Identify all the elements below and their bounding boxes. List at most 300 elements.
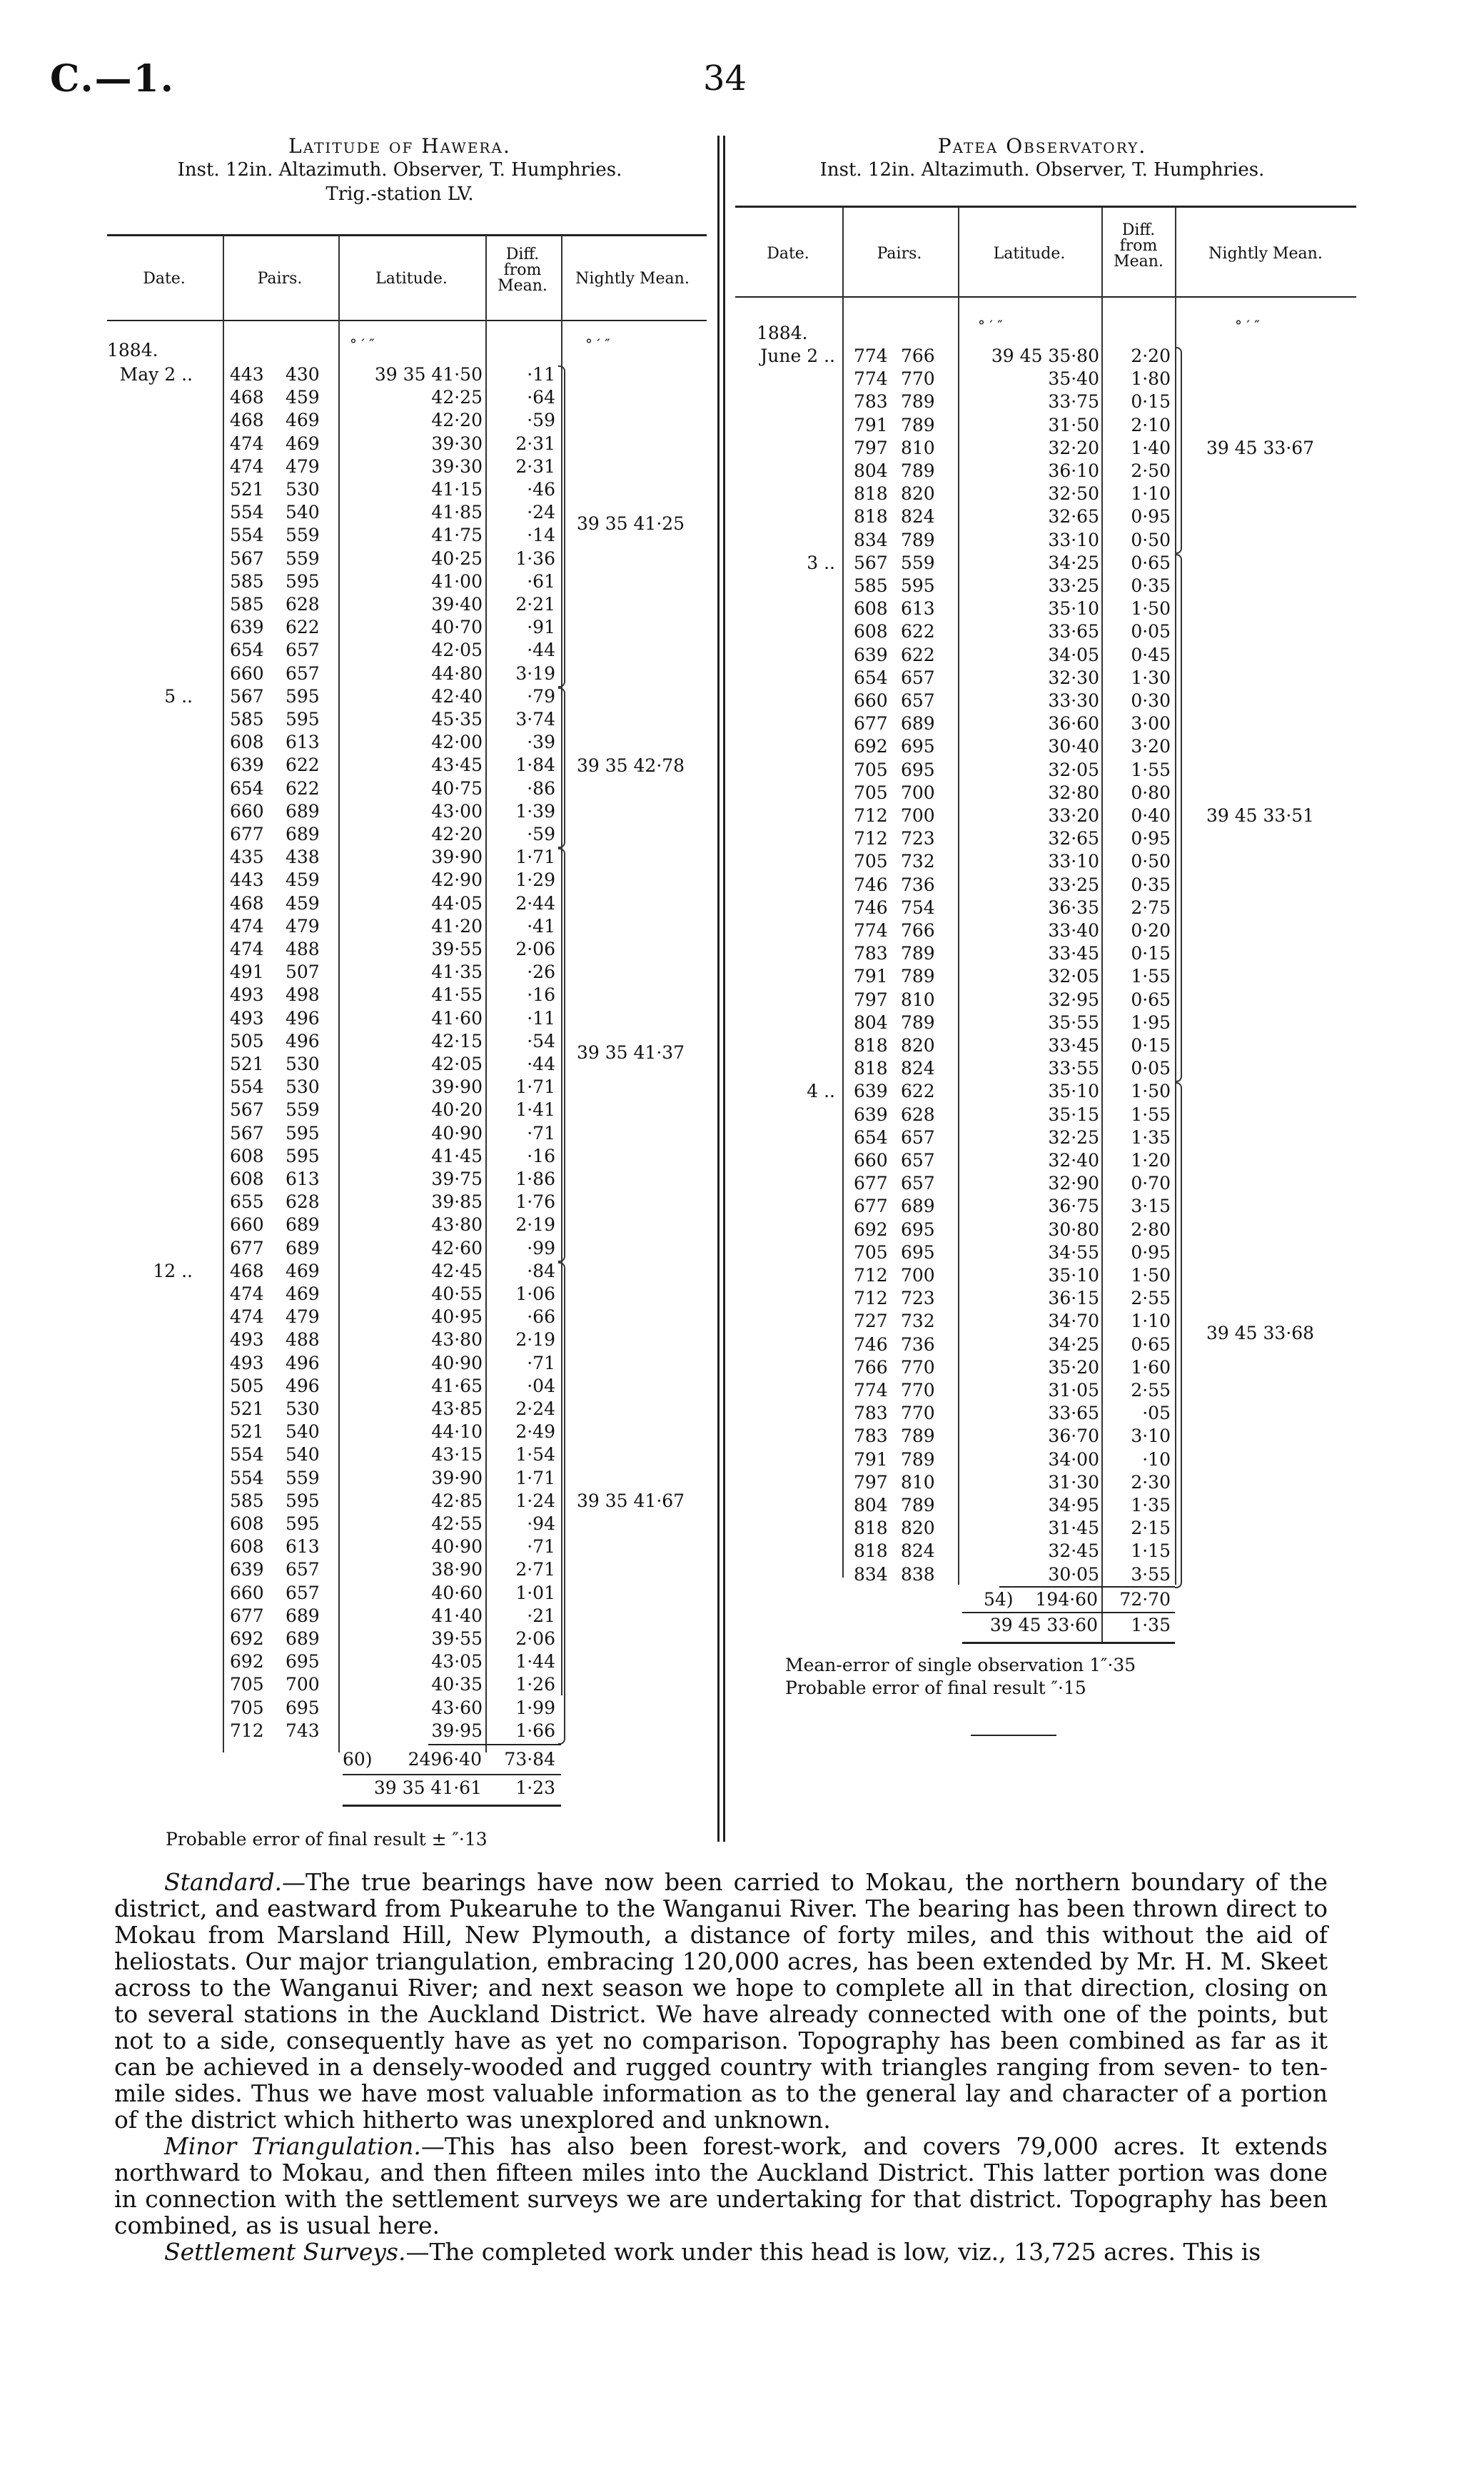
hawera-row-pair-a: 521 (230, 1054, 264, 1074)
hawera-row-pair-b: 530 (286, 1076, 320, 1098)
patea-row-pair-a: 783 (854, 1426, 888, 1447)
patea-row-latitude: 32·65 (1048, 506, 1099, 528)
hawera-row-diff: ·59 (527, 824, 555, 844)
patea-row-pair-a: 818 (854, 1540, 888, 1562)
patea-row-diff: 2·55 (1131, 1288, 1171, 1309)
hawera-row-pair-a: 493 (230, 1329, 264, 1351)
hawera-row-diff: ·24 (527, 502, 555, 523)
hawera-row-pair-a: 474 (230, 1283, 264, 1304)
patea-col-date: Date. (767, 245, 809, 263)
patea-row-diff: 2·20 (1131, 345, 1171, 366)
patea-row-latitude: 32·65 (1048, 828, 1099, 849)
hawera-row-pair-b: 700 (286, 1674, 320, 1695)
hawera-row-diff: 1·41 (515, 1099, 555, 1121)
hawera-row-latitude: 42·45 (431, 1260, 483, 1281)
hawera-row-pair-b: 530 (286, 479, 320, 500)
hawera-row-latitude: 43·45 (431, 755, 483, 776)
hawera-row-pair-a: 654 (230, 777, 264, 799)
hawera-row-latitude: 41·35 (431, 962, 483, 983)
hawera-row-diff: 2·44 (515, 892, 555, 914)
patea-row-diff: 2·30 (1131, 1471, 1171, 1493)
patea-row-latitude: 32·20 (1048, 437, 1099, 458)
hawera-row-pair-b: 496 (286, 1030, 320, 1051)
hawera-row-diff: 1·71 (515, 847, 555, 868)
patea-row-pair-b: 770 (901, 1380, 935, 1401)
patea-row-pair-a: 712 (854, 828, 888, 849)
patea-row-date: June 2 .. (760, 345, 835, 366)
hawera-row-latitude: 39·90 (431, 1467, 483, 1488)
patea-row-diff: 1·50 (1131, 1265, 1171, 1286)
hawera-row-latitude: 39·55 (431, 939, 483, 959)
patea-row-diff: 0·65 (1131, 989, 1171, 1010)
hawera-row-pair-b: 479 (286, 1306, 320, 1328)
hawera-row-pair-a: 554 (230, 1444, 264, 1466)
hawera-row-latitude: 43·60 (431, 1697, 483, 1718)
patea-row-latitude: 35·10 (1048, 598, 1099, 620)
hawera-row-diff: ·16 (527, 1145, 555, 1166)
hawera-row-pair-a: 608 (230, 1513, 264, 1534)
hawera-row-pair-b: 595 (286, 709, 320, 730)
patea-row-pair-a: 797 (854, 989, 888, 1010)
patea-row-pair-b: 723 (901, 1288, 935, 1309)
patea-row-diff: 0·05 (1131, 1058, 1171, 1079)
hawera-units-lat: ° ′ ″ (350, 336, 375, 353)
hawera-row-pair-b: 469 (286, 433, 320, 454)
patea-row-pair-a: 712 (854, 805, 888, 826)
patea-row-pair-b: 700 (901, 1265, 935, 1286)
patea-nightly-mean: 39 45 33·67 (1206, 437, 1315, 458)
hawera-row-pair-b: 507 (286, 962, 320, 983)
patea-row-pair-b: 628 (901, 1104, 935, 1125)
hawera-row-latitude: 41·15 (431, 479, 483, 500)
hawera-row-pair-a: 554 (230, 1076, 264, 1098)
patea-row-pair-a: 791 (854, 414, 888, 435)
hawera-row-pair-b: 469 (286, 1283, 320, 1304)
patea-row-pair-b: 838 (901, 1563, 935, 1585)
hawera-row-pair-a: 443 (230, 869, 264, 891)
patea-row-pair-b: 820 (901, 1518, 935, 1539)
hawera-row-latitude: 42·20 (431, 824, 483, 844)
patea-row-pair-b: 695 (901, 736, 935, 757)
hawera-row-diff: 1·01 (515, 1582, 555, 1603)
patea-row-latitude: 34·70 (1048, 1311, 1099, 1332)
hawera-row-pair-b: 595 (286, 685, 320, 707)
patea-row-diff: 1·60 (1131, 1356, 1171, 1378)
patea-row-pair-b: 820 (901, 483, 935, 505)
hawera-row-latitude: 39·30 (431, 455, 483, 477)
hawera-group-brace (558, 848, 565, 1262)
hawera-row-latitude: 43·05 (431, 1651, 483, 1673)
patea-col-nightly: Nightly Mean. (1208, 245, 1323, 263)
hawera-row-diff: ·84 (527, 1260, 555, 1281)
patea-row-pair-a: 608 (854, 621, 888, 642)
body-text (114, 1869, 1328, 2265)
hawera-row-pair-a: 585 (230, 594, 264, 615)
patea-row-date: 4 .. (807, 1081, 835, 1102)
hawera-row-pair-b: 496 (286, 1352, 320, 1373)
patea-row-diff: 1·40 (1131, 437, 1171, 458)
patea-row-latitude: 33·45 (1048, 1035, 1099, 1056)
paragraph-standard (114, 1869, 1328, 2133)
patea-row-diff: 0·65 (1131, 1333, 1171, 1355)
hawera-row-diff: ·39 (527, 732, 555, 753)
hawera-row-date: 5 .. (164, 685, 193, 707)
patea-row-pair-b: 789 (901, 1426, 935, 1447)
patea-row-pair-a: 774 (854, 920, 888, 941)
patea-row-diff: 0·45 (1131, 644, 1171, 665)
hawera-row-latitude: 40·55 (431, 1283, 483, 1304)
hawera-row-pair-b: 559 (286, 1099, 320, 1121)
patea-row-pair-b: 824 (901, 506, 935, 528)
patea-probable-error: Probable error of final result ″·15 (785, 1678, 1086, 1698)
patea-group-brace (1175, 347, 1182, 554)
patea-units-lat: ° ′ ″ (978, 317, 1003, 334)
patea-row-date: 3 .. (807, 552, 835, 573)
patea-row-pair-b: 622 (901, 621, 935, 642)
hawera-row-pair-b: 743 (286, 1720, 320, 1741)
hawera-row-latitude: 39·30 (431, 433, 483, 454)
patea-row-pair-b: 613 (901, 598, 935, 620)
hawera-row-diff: ·11 (527, 364, 555, 385)
hawera-row-pair-a: 468 (230, 387, 264, 408)
patea-row-diff: 0·50 (1131, 529, 1171, 550)
hawera-row-latitude: 39·75 (431, 1169, 483, 1189)
patea-row-pair-a: 818 (854, 1035, 888, 1056)
hawera-row-pair-a: 639 (230, 617, 264, 638)
patea-row-diff: 0·15 (1131, 1035, 1171, 1056)
hawera-row-diff: 1·71 (515, 1076, 555, 1098)
hawera-row-diff: ·21 (527, 1605, 555, 1626)
patea-row-latitude: 32·05 (1048, 966, 1099, 987)
patea-row-pair-a: 804 (854, 1495, 888, 1515)
patea-row-diff: 1·55 (1131, 759, 1171, 780)
patea-row-diff: 1·35 (1131, 1126, 1171, 1148)
patea-row-pair-b: 820 (901, 1035, 935, 1056)
patea-row-pair-a: 692 (854, 1219, 888, 1240)
hawera-row-latitude: 39·90 (431, 847, 483, 868)
hawera-sum-lat: 2496·40 (408, 1749, 482, 1770)
hawera-row-latitude: 42·15 (431, 1030, 483, 1051)
column-divider-2 (723, 136, 725, 1842)
patea-row-diff: 0·95 (1131, 1241, 1171, 1263)
patea-row-pair-a: 804 (854, 1012, 888, 1033)
patea-row-pair-a: 774 (854, 368, 888, 390)
patea-row-diff: 2·10 (1131, 414, 1171, 435)
hawera-row-pair-b: 459 (286, 892, 320, 914)
hawera-sum-diff: 73·84 (504, 1749, 555, 1770)
hawera-row-pair-a: 608 (230, 1536, 264, 1558)
hawera-row-pair-a: 660 (230, 1214, 264, 1236)
patea-group-brace (1175, 1082, 1182, 1588)
hawera-row-pair-a: 493 (230, 1007, 264, 1029)
hawera-row-latitude: 42·25 (431, 387, 483, 408)
hawera-row-pair-b: 622 (286, 777, 320, 799)
hawera-nightly-mean: 39 35 41·67 (577, 1490, 685, 1511)
patea-row-latitude: 35·20 (1048, 1356, 1099, 1378)
hawera-row-latitude: 38·90 (431, 1559, 483, 1580)
label-settlement-surveys: Settlement Surveys. (164, 2238, 406, 2266)
patea-row-latitude: 33·55 (1048, 1058, 1099, 1079)
patea-row-latitude: 31·45 (1048, 1518, 1099, 1539)
hawera-row-diff: 2·06 (515, 1628, 555, 1649)
hawera-row-pair-a: 567 (230, 548, 264, 569)
patea-nightly-mean: 39 45 33·51 (1206, 805, 1315, 827)
patea-row-pair-a: 654 (854, 667, 888, 688)
hawera-nightly-mean: 39 35 41·25 (577, 513, 685, 535)
hawera-row-pair-a: 660 (230, 1582, 264, 1603)
patea-row-pair-b: 766 (901, 345, 935, 366)
hawera-row-diff: ·59 (527, 410, 555, 431)
hawera-col-diff: Diff. from Mean. (498, 246, 547, 295)
hawera-row-diff: ·71 (527, 1352, 555, 1373)
patea-row-latitude: 32·50 (1048, 483, 1099, 505)
patea-mean-error: Mean-error of single observation 1″·35 (785, 1655, 1136, 1675)
patea-row-pair-a: 712 (854, 1288, 888, 1309)
hawera-row-diff: ·91 (527, 617, 555, 638)
patea-row-latitude: 39 45 35·80 (991, 345, 1099, 366)
patea-row-pair-b: 789 (901, 460, 935, 481)
hawera-row-latitude: 43·00 (431, 800, 483, 822)
patea-row-diff: 0·35 (1131, 575, 1171, 596)
patea-row-pair-b: 789 (901, 943, 935, 964)
patea-row-pair-a: 783 (854, 1403, 888, 1424)
hawera-row-pair-b: 459 (286, 869, 320, 891)
patea-col-latitude: Latitude. (993, 245, 1066, 263)
patea-row-latitude: 32·40 (1048, 1150, 1099, 1171)
patea-row-pair-b: 789 (901, 1012, 935, 1033)
hawera-row-diff: ·64 (527, 387, 555, 408)
hawera-row-diff: ·94 (527, 1513, 555, 1534)
hawera-title: Latitude of Hawera. (288, 134, 511, 158)
patea-row-pair-b: 700 (901, 805, 935, 826)
patea-row-pair-b: 770 (901, 368, 935, 390)
patea-row-pair-b: 754 (901, 897, 935, 918)
patea-row-latitude: 34·25 (1048, 552, 1099, 573)
patea-row-pair-b: 810 (901, 989, 935, 1010)
hawera-row-pair-b: 689 (286, 824, 320, 844)
hawera-row-diff: 1·26 (515, 1674, 555, 1695)
patea-row-pair-b: 657 (901, 667, 935, 688)
patea-row-pair-a: 818 (854, 1518, 888, 1539)
hawera-row-pair-b: 695 (286, 1697, 320, 1718)
hawera-row-pair-a: 554 (230, 525, 264, 546)
hawera-row-latitude: 41·65 (431, 1375, 483, 1396)
hawera-row-pair-b: 540 (286, 1421, 320, 1443)
patea-row-diff: 1·30 (1131, 667, 1171, 688)
hawera-row-pair-a: 435 (230, 847, 264, 868)
hawera-row-pair-a: 554 (230, 1467, 264, 1488)
patea-row-latitude: 35·55 (1048, 1012, 1099, 1033)
hawera-row-pair-b: 479 (286, 455, 320, 477)
hawera-row-latitude: 43·15 (431, 1444, 483, 1466)
patea-col-diff: Diff. from Mean. (1114, 221, 1164, 271)
hawera-row-pair-a: 493 (230, 1352, 264, 1373)
hawera-row-pair-b: 595 (286, 1122, 320, 1144)
hawera-row-pair-a: 521 (230, 1398, 264, 1419)
patea-row-latitude: 36·35 (1048, 897, 1099, 918)
patea-row-pair-a: 712 (854, 1265, 888, 1286)
patea-row-latitude: 32·30 (1048, 667, 1099, 688)
hawera-row-latitude: 41·60 (431, 1007, 483, 1029)
hawera-row-latitude: 41·20 (431, 915, 483, 937)
patea-row-latitude: 36·70 (1048, 1426, 1099, 1447)
patea-row-pair-b: 732 (901, 1311, 935, 1332)
hawera-row-diff: 3·19 (515, 662, 555, 684)
hawera-row-pair-b: 613 (286, 1169, 320, 1189)
hawera-row-latitude: 42·60 (431, 1237, 483, 1258)
patea-row-pair-b: 695 (901, 759, 935, 780)
hawera-col-latitude: Latitude. (375, 270, 448, 288)
patea-row-latitude: 35·15 (1048, 1104, 1099, 1125)
patea-row-pair-a: 797 (854, 1471, 888, 1493)
hawera-col-date: Date. (143, 270, 186, 288)
patea-sum-diff: 72·70 (1119, 1589, 1171, 1610)
patea-row-pair-a: 783 (854, 391, 888, 413)
hawera-row-latitude: 39·90 (431, 1076, 483, 1098)
patea-row-pair-a: 639 (854, 1081, 888, 1102)
patea-row-pair-a: 791 (854, 966, 888, 987)
patea-row-latitude: 33·45 (1048, 943, 1099, 964)
patea-row-diff: 3·55 (1131, 1563, 1171, 1585)
hawera-row-latitude: 44·05 (431, 892, 483, 914)
hawera-row-pair-a: 474 (230, 455, 264, 477)
patea-row-diff: 3·10 (1131, 1426, 1171, 1447)
patea-row-pair-a: 705 (854, 851, 888, 872)
hawera-row-latitude: 43·80 (431, 1214, 483, 1236)
patea-row-pair-a: 834 (854, 529, 888, 550)
patea-row-pair-b: 657 (901, 1173, 935, 1194)
hawera-row-pair-a: 608 (230, 1145, 264, 1166)
patea-row-pair-a: 705 (854, 1241, 888, 1263)
hawera-row-pair-a: 474 (230, 433, 264, 454)
patea-row-pair-a: 774 (854, 345, 888, 366)
hawera-row-pair-b: 496 (286, 1007, 320, 1029)
patea-row-diff: ·10 (1142, 1448, 1171, 1470)
hawera-row-diff: 2·31 (515, 433, 555, 454)
hawera-row-latitude: 42·90 (431, 869, 483, 891)
patea-sum-lat: 194·60 (1035, 1589, 1098, 1610)
patea-row-latitude: 35·10 (1048, 1265, 1099, 1286)
patea-row-pair-b: 559 (901, 552, 935, 573)
hawera-row-diff: 1·86 (515, 1169, 555, 1189)
hawera-row-latitude: 42·40 (431, 685, 483, 707)
hawera-row-diff: 1·66 (515, 1720, 555, 1741)
patea-title: Patea Observatory. (937, 134, 1147, 158)
patea-row-latitude: 33·25 (1048, 575, 1099, 596)
hawera-row-latitude: 40·75 (431, 777, 483, 799)
patea-row-latitude: 32·05 (1048, 759, 1099, 780)
patea-row-pair-b: 789 (901, 966, 935, 987)
hawera-row-diff: 2·24 (515, 1398, 555, 1419)
patea-row-pair-a: 677 (854, 1173, 888, 1194)
hawera-row-pair-b: 613 (286, 732, 320, 753)
hawera-row-diff: ·46 (527, 479, 555, 500)
patea-row-pair-a: 746 (854, 874, 888, 895)
hawera-row-diff: 1·44 (515, 1651, 555, 1673)
hawera-heading (100, 134, 700, 206)
patea-row-pair-b: 810 (901, 1471, 935, 1493)
patea-row-pair-b: 595 (901, 575, 935, 596)
hawera-row-latitude: 39 35 41·50 (374, 364, 483, 385)
patea-row-diff: 0·15 (1131, 391, 1171, 413)
hawera-row-pair-a: 585 (230, 1490, 264, 1511)
patea-row-latitude: 34·55 (1048, 1241, 1099, 1263)
patea-row-latitude: 35·40 (1048, 368, 1099, 390)
hawera-row-pair-b: 438 (286, 847, 320, 868)
hawera-row-diff: 2·06 (515, 939, 555, 959)
patea-row-latitude: 30·05 (1048, 1563, 1099, 1585)
hawera-row-pair-a: 705 (230, 1674, 264, 1695)
hawera-row-diff: ·86 (527, 777, 555, 799)
hawera-row-latitude: 40·90 (431, 1536, 483, 1558)
patea-row-latitude: 32·25 (1048, 1126, 1099, 1148)
paragraph-settlement-surveys (114, 2239, 1328, 2265)
hawera-sum-label: 60) (343, 1749, 373, 1770)
patea-row-pair-b: 657 (901, 1126, 935, 1148)
hawera-row-date: May 2 .. (119, 364, 193, 385)
patea-row-pair-a: 783 (854, 943, 888, 964)
patea-row-pair-a: 654 (854, 1126, 888, 1148)
hawera-col-nightly: Nightly Mean. (575, 270, 690, 288)
hawera-row-diff: ·99 (527, 1237, 555, 1258)
patea-row-diff: 1·80 (1131, 368, 1171, 390)
patea-instrument: Inst. 12in. Altazimuth. Observer, T. Humphries. (819, 159, 1265, 181)
hawera-row-latitude: 44·10 (431, 1421, 483, 1443)
patea-row-pair-b: 770 (901, 1403, 935, 1424)
patea-row-latitude: 36·10 (1048, 460, 1099, 481)
patea-row-diff: 0·65 (1131, 552, 1171, 573)
patea-row-diff: 3·15 (1131, 1196, 1171, 1217)
hawera-row-diff: 1·84 (515, 755, 555, 776)
patea-row-pair-a: 677 (854, 713, 888, 735)
hawera-row-pair-a: 692 (230, 1628, 264, 1649)
patea-row-diff: 3·20 (1131, 736, 1171, 757)
patea-row-latitude: 33·10 (1048, 529, 1099, 550)
patea-row-pair-b: 770 (901, 1356, 935, 1378)
hawera-row-pair-a: 705 (230, 1697, 264, 1718)
hawera-row-diff: 2·19 (515, 1329, 555, 1351)
hawera-row-latitude: 41·55 (431, 984, 483, 1006)
text-standard: —The true bearings have now been carried to Mokau, the northern boundary of the district, and eastward from Pukearuhe to the Wanganui River. The bearing has been thrown direct to Mokau from Marsland Hill, New Plymouth, a distance of forty miles, and this without the aid of heliostats. Our major triangulation, embracing 120,000 acres, has been extended by Mr. H. M. Skeet across to the Wanganui River; and next season we hope to complete all in that direction, closing on to several stations in the Auckland District. We have already connected with one of the points, but not to a side, consequently have as yet no comparison. Topography has been combined as far as it can be achieved in a densely-wooded and rugged country with triangles ranging from seven- to ten-mile sides. Thus we have most valuable information as to the general lay and character of a portion of the district which hitherto was unexplored and unknown. (114, 1868, 1328, 2134)
hawera-year: 1884. (107, 340, 158, 360)
patea-row-latitude: 34·25 (1048, 1333, 1099, 1355)
hawera-row-pair-a: 521 (230, 1421, 264, 1443)
patea-row-pair-a: 818 (854, 1058, 888, 1079)
patea-row-latitude: 36·75 (1048, 1196, 1099, 1217)
label-minor-triangulation: Minor Triangulation. (164, 2132, 421, 2160)
hawera-row-latitude: 42·85 (431, 1490, 483, 1511)
hawera-row-diff: 1·06 (515, 1283, 555, 1304)
patea-units-mean: ° ′ ″ (1235, 317, 1260, 334)
patea-row-pair-b: 824 (901, 1540, 935, 1562)
hawera-row-diff: ·71 (527, 1122, 555, 1144)
hawera-row-pair-a: 505 (230, 1030, 264, 1051)
hawera-row-diff: ·71 (527, 1536, 555, 1558)
patea-row-latitude: 36·60 (1048, 713, 1099, 735)
patea-row-pair-a: 692 (854, 736, 888, 757)
patea-row-diff: 0·95 (1131, 506, 1171, 528)
hawera-row-pair-b: 595 (286, 1145, 320, 1166)
hawera-row-latitude: 42·00 (431, 732, 483, 753)
hawera-probable-error: Probable error of final result ± ″·13 (166, 1829, 488, 1850)
patea-row-pair-a: 834 (854, 1563, 888, 1585)
hawera-row-pair-b: 695 (286, 1651, 320, 1673)
patea-row-diff: 2·55 (1131, 1380, 1171, 1401)
hawera-row-pair-b: 595 (286, 570, 320, 592)
hawera-row-pair-b: 559 (286, 525, 320, 546)
hawera-row-pair-b: 559 (286, 1467, 320, 1488)
hawera-row-diff: ·44 (527, 640, 555, 661)
